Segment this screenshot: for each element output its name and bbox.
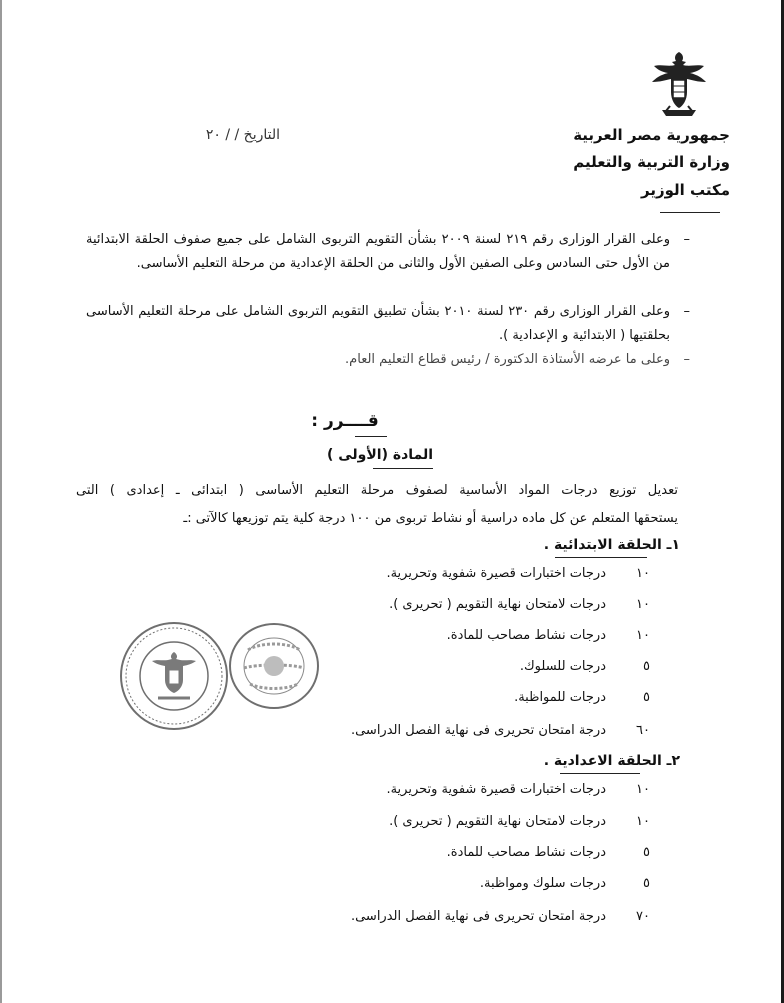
clause-1 bbox=[86, 228, 690, 276]
grade-description: درجة امتحان تحريرى فى نهاية الفصل الدراسى. bbox=[350, 909, 606, 924]
grade-value: ٥ bbox=[643, 690, 650, 705]
decree-heading: قــــرر : bbox=[311, 411, 379, 431]
clause-text: وعلى القرار الوزارى رقم ٢٣٠ لسنة ٢٠١٠ بشأن تطبيق التقويم التربوى الشامل على مرحلة التعليم الأساسى بحلقتيها ( الابتدائية و الإعدادية ). bbox=[86, 304, 671, 343]
list-item bbox=[240, 594, 650, 618]
grade-value: ١٠ bbox=[636, 566, 650, 581]
header-office: مكتب الوزير bbox=[640, 181, 730, 199]
grade-description: درجة امتحان تحريرى فى نهاية الفصل الدراسى. bbox=[350, 723, 606, 738]
date-line: التاريخ / / ٢٠ bbox=[205, 127, 280, 143]
grade-value: ٧٠ bbox=[636, 909, 650, 924]
clause-3 bbox=[86, 348, 690, 372]
list-item bbox=[240, 563, 650, 587]
grade-description: درجات لامتحان نهاية التقويم ( تحريرى ). bbox=[389, 597, 606, 612]
article-title: المادة (الأولى ) bbox=[326, 447, 434, 463]
official-seal-icon bbox=[118, 620, 230, 732]
list-item bbox=[240, 906, 650, 930]
intro-line-2: يستحقها المتعلم عن كل ماده دراسية أو نشاط تربوى من ١٠٠ درجة كلية يتم توزيعها كالآتى :ـ bbox=[183, 511, 678, 526]
grade-value: ٥ bbox=[643, 659, 650, 674]
primary-section-title: ١ـ الحلقة الابتدائية . bbox=[543, 537, 680, 553]
article-underline bbox=[373, 468, 433, 469]
list-item bbox=[240, 811, 650, 835]
list-item bbox=[240, 720, 650, 744]
list-item bbox=[240, 842, 650, 866]
intro-line-1: تعديل توزيع درجات المواد الأساسية لصفوف مرحلة التعليم الأساسى ( ابتدائى ـ إعدادى ) التى bbox=[76, 483, 678, 498]
page-left-edge bbox=[0, 0, 2, 1003]
grade-description: درجات نشاط مصاحب للمادة. bbox=[446, 628, 606, 643]
list-item bbox=[240, 779, 650, 803]
preparatory-title-underline bbox=[560, 773, 640, 774]
round-stamp-icon bbox=[226, 620, 322, 712]
preparatory-section-title: ٢ـ الحلقة الاعدادية . bbox=[543, 753, 680, 769]
grade-description: درجات للمواظبة. bbox=[514, 690, 606, 705]
decree-underline bbox=[355, 436, 387, 437]
clause-2 bbox=[86, 300, 690, 348]
clause-text: وعلى القرار الوزارى رقم ٢١٩ لسنة ٢٠٠٩ بشأن التقويم التربوى الشامل على جميع صفوف الحلقة الابتدائية من الأول حتى السادس وعلى الصفين الأول والثانى من الحلقة الإعدادية من مرحلة التعليم الأساسى. bbox=[86, 232, 671, 271]
clause-dash: – bbox=[683, 352, 690, 367]
header-country: جمهورية مصر العربية bbox=[573, 126, 730, 144]
grade-description: درجات لامتحان نهاية التقويم ( تحريرى ). bbox=[389, 814, 606, 829]
grade-description: درجات سلوك ومواظبة. bbox=[479, 876, 606, 891]
header-ministry: وزارة التربية والتعليم bbox=[573, 153, 730, 171]
grade-description: درجات نشاط مصاحب للمادة. bbox=[446, 845, 606, 860]
eagle-emblem-icon bbox=[648, 48, 710, 120]
grade-description: درجات للسلوك. bbox=[519, 659, 606, 674]
grade-value: ١٠ bbox=[636, 597, 650, 612]
grade-value: ٥ bbox=[643, 876, 650, 891]
grade-value: ١٠ bbox=[636, 628, 650, 643]
grade-value: ١٠ bbox=[636, 782, 650, 797]
grade-description: درجات اختبارات قصيرة شفوية وتحريرية. bbox=[386, 782, 606, 797]
grade-value: ٦٠ bbox=[636, 723, 650, 738]
header-divider bbox=[660, 212, 720, 213]
grade-value: ٥ bbox=[643, 845, 650, 860]
primary-title-underline bbox=[555, 557, 647, 558]
clause-dash: – bbox=[683, 232, 690, 247]
clause-dash: – bbox=[683, 304, 690, 319]
clause-text: وعلى ما عرضه الأستاذة الدكتورة / رئيس قطاع التعليم العام. bbox=[345, 352, 670, 367]
list-item bbox=[240, 873, 650, 897]
grade-value: ١٠ bbox=[636, 814, 650, 829]
grade-description: درجات اختبارات قصيرة شفوية وتحريرية. bbox=[386, 566, 606, 581]
